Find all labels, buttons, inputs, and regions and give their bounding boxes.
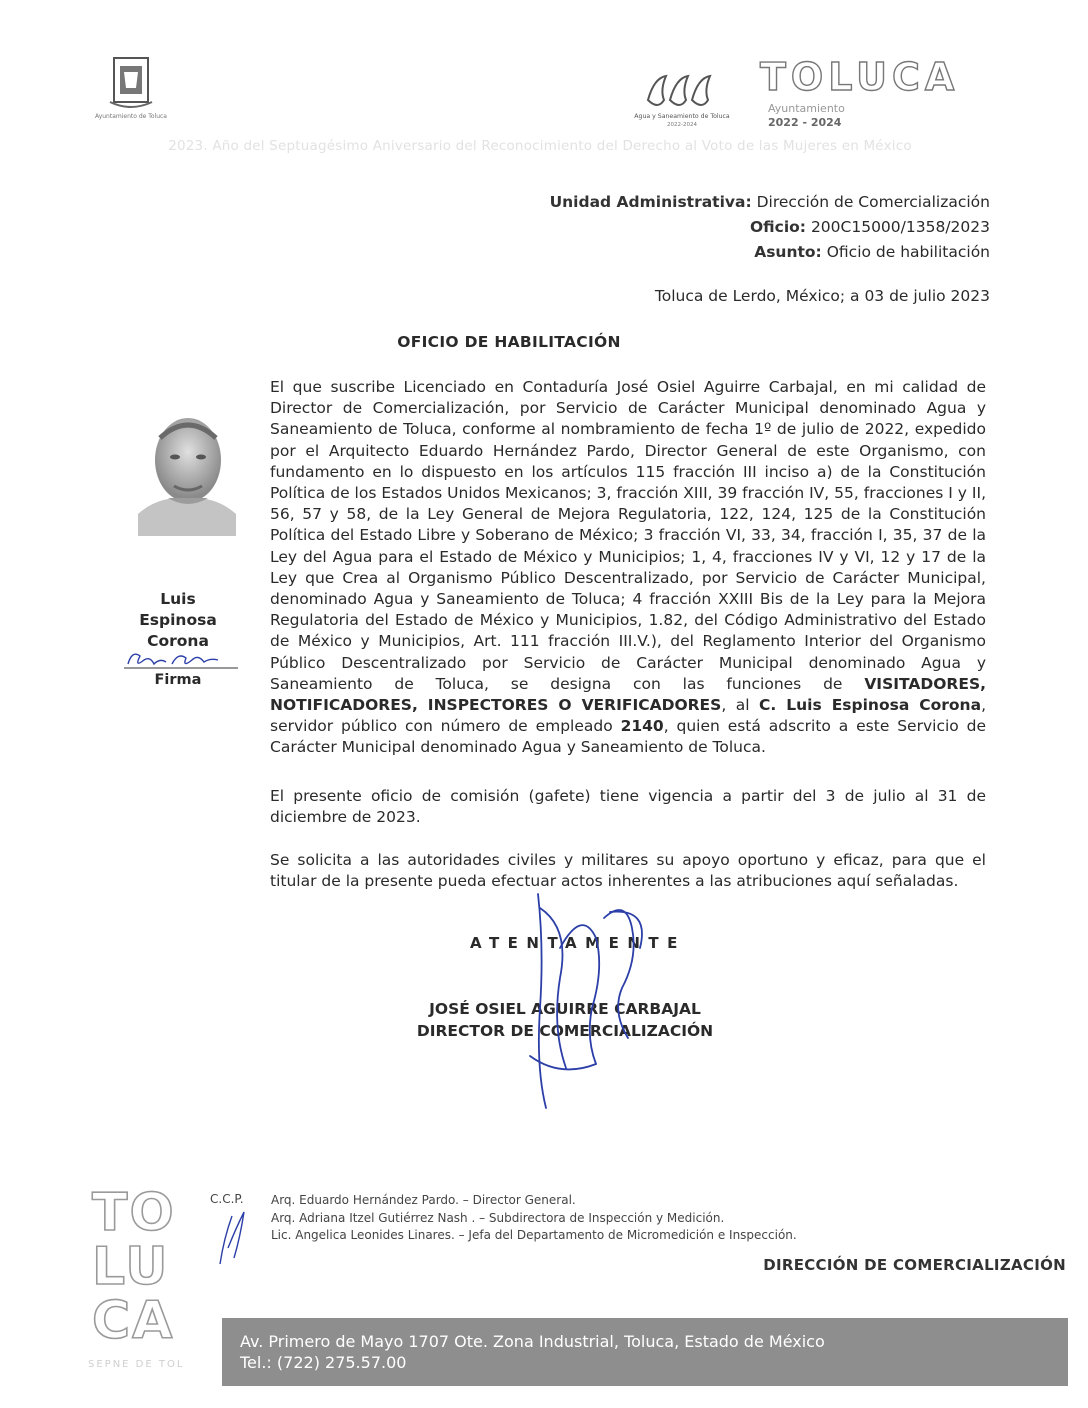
svg-text:2022 - 2024: 2022 - 2024	[768, 116, 842, 129]
svg-text:TO: TO	[92, 1183, 176, 1243]
footer-phone: Tel.: (722) 275.57.00	[240, 1353, 407, 1372]
p1-text-c: , servidor público con número de empleado	[270, 696, 986, 736]
footer-logo-subtitle: SEPNE DE TOL	[88, 1359, 185, 1370]
p1-text-a: El que suscribe Licenciado en Contaduría José Osiel Aguirre Carbajal, en mi calidad de Director de Comercialización, por Servicio de Carácter Municipal denominado Agua y Saneamiento de Toluca, conforme al nombramiento de fecha 1º de julio de 2022, expedido por el Arquitecto Eduardo Hernández Pardo, Director General de este Organismo, con fundamento en lo dispuesto en los artículos 115 fracción III inciso a) de la Constitución Política de los Estados Unidos Mexicanos; 3, fracción XIII, 39 fracción IV, 55, fracciones I y II, 56, 57 y 58, de la Ley General de Mejora Regulatoria, 122, 124, 125 de la Constitución Política del Estado Libre y Soberano de México; 3 fracción VI, 33, 34, fracción I, 35, 37 de la Ley del Agua para el Estado de México y Municipios; 1, 4, fracciones IV y VI, 12 y 17 de la Ley que Crea al Organismo Público Descentralizado, por Servicio de Carácter Municipal, denominado Agua y Saneamiento de Toluca; 4 fracción XXIII Bis de la Ley para la Mejora Regulatoria del Estado de México y Municipios, 1.82, del Código Administrativo del Estado de México y Municipios, Art. 111 fracción III.V.), del Reglamento Interior del Organismo Público Descentralizado por Servicio de Carácter Municipal denominado Agua y Saneamiento de Toluca, se designa con las funciones de	[270, 378, 986, 693]
asunto-label: Asunto:	[754, 243, 822, 261]
badge-name-line-1: Luis	[160, 590, 196, 608]
footer-address	[240, 1331, 825, 1373]
badge-name-line-3: Corona	[147, 632, 209, 650]
body-paragraph-1	[270, 377, 986, 759]
svg-text:Ayuntamiento de Toluca: Ayuntamiento de Toluca	[95, 113, 167, 120]
ccp-list	[271, 1192, 797, 1245]
agua-saneamiento-logo	[634, 66, 730, 128]
director-signature	[500, 888, 670, 1120]
asunto-value: Oficio de habilitación	[826, 243, 990, 261]
p1-employee-name: C. Luis Espinosa Corona	[759, 696, 982, 715]
p1-text-b: , al	[721, 696, 760, 715]
body-paragraph-2: El presente oficio de comisión (gafete) tiene vigencia a partir del 3 de julio al 31 de diciembre de 2023.	[270, 787, 986, 827]
toluca-ayuntamiento-logo	[758, 56, 994, 130]
svg-text:TOLUCA: TOLUCA	[760, 55, 960, 99]
header-slogan: 2023. Año del Septuagésimo Aniversario del Reconocimiento del Derecho al Voto de las Mujeres en México	[168, 138, 912, 154]
p1-text-d: , quien está adscrito a este Servicio de Carácter Municipal denominado Agua y Saneamiento de Toluca.	[270, 717, 986, 757]
unidad-value: Dirección de Comercialización	[756, 193, 990, 211]
signer-title: DIRECTOR DE COMERCIALIZACIÓN	[416, 1022, 714, 1040]
svg-text:Ayuntamiento: Ayuntamiento	[768, 102, 845, 115]
employee-photo	[138, 402, 236, 536]
badge-employee-name	[120, 589, 236, 652]
municipal-seal-logo	[96, 54, 166, 130]
svg-text:2022-2024: 2022-2024	[667, 122, 697, 128]
svg-text:LU: LU	[92, 1237, 170, 1297]
signer-name: JOSÉ OSIEL AGUIRRE CARBAJAL	[429, 1000, 701, 1018]
ccp-item: Arq. Eduardo Hernández Pardo. – Director General.	[271, 1193, 576, 1207]
svg-text:Agua y Saneamiento de Toluca: Agua y Saneamiento de Toluca	[634, 113, 730, 120]
footer-department: DIRECCIÓN DE COMERCIALIZACIÓN	[763, 1256, 1066, 1274]
ccp-initials-mark	[214, 1208, 248, 1268]
svg-text:CA: CA	[92, 1291, 175, 1351]
oficio-value: 200C15000/1358/2023	[810, 218, 990, 236]
body-paragraph-3: Se solicita a las autoridades civiles y militares su apoyo oportuno y eficaz, para que el titular de la presente pueda efectuar actos inherentes a las atribuciones aquí señaladas.	[270, 851, 986, 891]
ccp-label: C.C.P.	[210, 1192, 244, 1206]
document-date: Toluca de Lerdo, México; a 03 de julio 2023	[654, 287, 990, 305]
closing-atentamente: ATENTAMENTE	[470, 934, 686, 952]
p1-employee-number: 2140	[620, 717, 664, 736]
toluca-footer-logo	[90, 1180, 206, 1350]
footer-street: Av. Primero de Mayo 1707 Ote. Zona Industrial, Toluca, Estado de México	[240, 1332, 825, 1351]
ccp-item: Arq. Adriana Itzel Gutiérrez Nash . – Subdirectora de Inspección y Medición.	[271, 1210, 725, 1225]
badge-firma-label: Firma	[154, 672, 202, 688]
document-meta	[550, 190, 990, 265]
p1-roles: VISITADORES, NOTIFICADORES, INSPECTORES O VERIFICADORES	[270, 674, 986, 715]
unidad-label: Unidad Administrativa:	[549, 193, 752, 211]
badge-name-line-2: Espinosa	[139, 611, 217, 629]
ccp-item: Lic. Angelica Leonides Linares. – Jefa del Departamento de Micromedición e Inspección.	[271, 1228, 797, 1242]
document-title: OFICIO DE HABILITACIÓN	[397, 333, 621, 351]
oficio-label: Oficio:	[749, 218, 806, 236]
